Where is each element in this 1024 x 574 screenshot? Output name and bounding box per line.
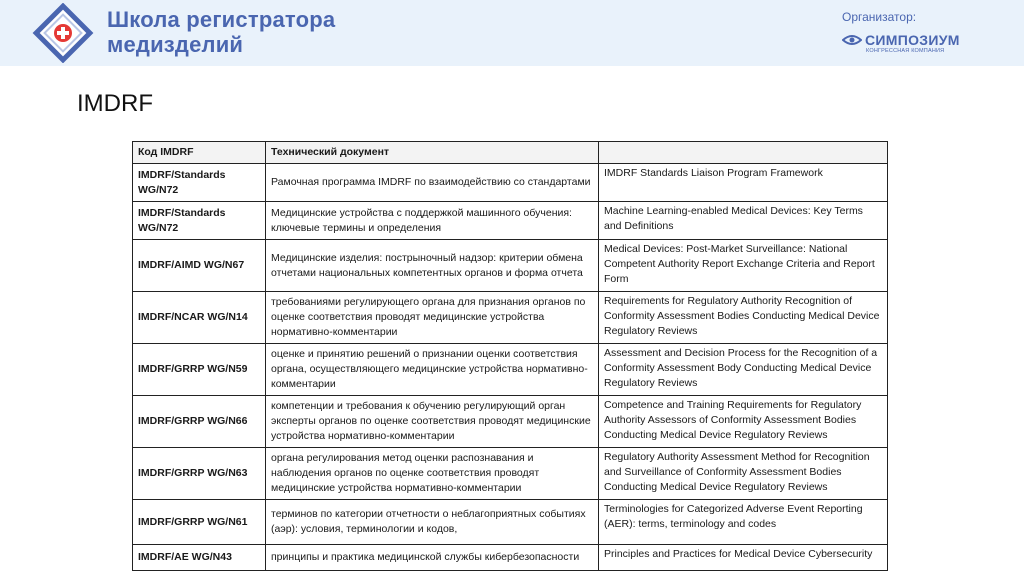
brand-name: СИМПОЗИУМ	[865, 32, 960, 48]
cell-code: IMDRF/GRRP WG/N59	[133, 344, 266, 396]
cell-code: IMDRF/GRRP WG/N61	[133, 500, 266, 545]
cell-code: IMDRF/NCAR WG/N14	[133, 292, 266, 344]
cell-en: Requirements for Regulatory Authority Recognition of Conformity Assessment Bodies Conducting Medical Device Regulatory Reviews	[599, 292, 888, 344]
symposium-logo-icon	[842, 34, 862, 46]
school-title-line2: медизделий	[107, 32, 244, 57]
table-row	[133, 500, 888, 545]
column-header-document: Технический документ	[266, 142, 599, 164]
brand-subtitle: КОНГРЕССНАЯ КОМПАНИЯ	[866, 48, 945, 54]
cell-en: Machine Learning-enabled Medical Devices: Key Terms and Definitions	[599, 202, 888, 240]
table-row	[133, 240, 888, 292]
cell-code: IMDRF/GRRP WG/N63	[133, 448, 266, 500]
table-row	[133, 292, 888, 344]
cell-code: IMDRF/AIMD WG/N67	[133, 240, 266, 292]
cell-code: IMDRF/GRRP WG/N66	[133, 396, 266, 448]
cell-en: Assessment and Decision Process for the Recognition of a Conformity Assessment Body Conducting Medical Device Regulatory Reviews	[599, 344, 888, 396]
cell-ru: терминов по категории отчетности о неблагоприятных событиях (аэр): условия, терминологии и кодов,	[266, 500, 599, 545]
documents-table	[132, 141, 888, 571]
organizer-label: Организатор:	[842, 10, 917, 24]
column-header-code: Код IMDRF	[133, 142, 266, 164]
table-row	[133, 164, 888, 202]
cell-ru: принципы и практика медицинской службы кибербезопасности	[266, 545, 599, 571]
school-title	[107, 7, 335, 57]
cell-ru: оценке и принятию решений о признании оценки соответствия органа, осуществляющего медицинские устройства нормативно-комментарии	[266, 344, 599, 396]
cell-code: IMDRF/AE WG/N43	[133, 545, 266, 571]
table-row	[133, 344, 888, 396]
table-row	[133, 396, 888, 448]
cell-en: Regulatory Authority Assessment Method for Recognition and Surveillance of Conformity Assessment Bodies Conducting Medical Device Regulatory Reviews	[599, 448, 888, 500]
table-row	[133, 448, 888, 500]
cell-en: Principles and Practices for Medical Device Cybersecurity	[599, 545, 888, 571]
cell-en: Competence and Training Requirements for Regulatory Authority Assessors of Conformity Assessment Bodies Conducting Medical Device Regulatory Reviews	[599, 396, 888, 448]
cell-code: IMDRF/Standards WG/N72	[133, 164, 266, 202]
table-row	[133, 545, 888, 571]
cell-en: Terminologies for Categorized Adverse Event Reporting (AER): terms, terminology and codes	[599, 500, 888, 545]
school-logo-icon	[32, 3, 94, 63]
page-title: IMDRF	[77, 90, 153, 117]
cell-ru: компетенции и требования к обучению регулирующий орган эксперты органов по оценке соответствия проводят медицинские устройства нормативно-комментарии	[266, 396, 599, 448]
table-header-row	[133, 142, 888, 164]
table-row	[133, 202, 888, 240]
cell-code: IMDRF/Standards WG/N72	[133, 202, 266, 240]
cell-ru: Рамочная программа IMDRF по взаимодействию со стандартами	[266, 164, 599, 202]
cell-ru: требованиями регулирующего органа для признания органов по оценке соответствия проводят медицинские устройства нормативно-комментарии	[266, 292, 599, 344]
cell-en: IMDRF Standards Liaison Program Framework	[599, 164, 888, 202]
cell-en: Medical Devices: Post-Market Surveillance: National Competent Authority Report Exchange Criteria and Report Form	[599, 240, 888, 292]
cell-ru: Медицинские изделия: пострыночный надзор: критерии обмена отчетами национальных компетентных органов и форма отчета	[266, 240, 599, 292]
cell-ru: органа регулирования метод оценки распознавания и наблюдения органов по оценке соответствия проводят медицинские устройства нормативно-комментарии	[266, 448, 599, 500]
school-title-line1: Школа регистратора	[107, 7, 336, 32]
organizer-brand	[842, 32, 960, 48]
header-band	[0, 0, 1024, 66]
cell-ru: Медицинские устройства с поддержкой машинного обучения: ключевые термины и определения	[266, 202, 599, 240]
column-header-english	[599, 142, 888, 164]
